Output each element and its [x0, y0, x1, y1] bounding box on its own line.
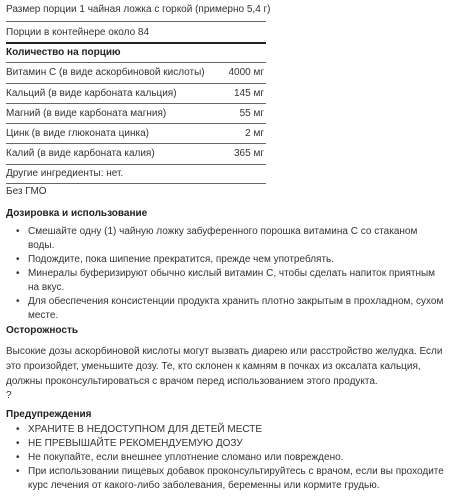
bullet-icon: • — [16, 268, 20, 279]
list-item: • Для обеспечения консистенции продукта хранить плотно закрытым в прохладном, сухом месте. — [16, 296, 444, 321]
caution-heading: Осторожность — [6, 325, 79, 336]
nutrient-row — [6, 108, 264, 122]
nutrient-amount: 145 мг — [234, 88, 264, 99]
nutrient-row — [6, 67, 264, 81]
divider — [6, 103, 266, 104]
dosage-list — [6, 225, 446, 323]
list-item: • НЕ ПРЕВЫШАЙТЕ РЕКОМЕНДУЕМУЮ ДОЗУ — [16, 438, 243, 449]
bullet-icon: • — [16, 254, 20, 265]
nutrient-amount: 2 мг — [245, 128, 264, 139]
divider — [6, 123, 266, 124]
divider — [6, 143, 266, 144]
divider — [6, 83, 266, 84]
bullet-icon: • — [16, 452, 20, 463]
list-item: • Не покупайте, если внешнее уплотнение сломано или повреждено. — [16, 452, 344, 463]
nutrient-amount: 4000 мг — [228, 67, 264, 78]
list-item: • ХРАНИТЕ В НЕДОСТУПНОМ ДЛЯ ДЕТЕЙ МЕСТЕ — [16, 424, 263, 435]
bullet-icon: • — [16, 226, 20, 237]
nutrient-row — [6, 128, 264, 142]
bullet-icon: • — [16, 466, 20, 477]
servings-per-container: Порции в контейнере около 84 — [6, 27, 150, 38]
dosage-heading: Дозировка и использование — [6, 208, 148, 219]
nutrient-name: Магний (в виде карбоната магния) — [6, 108, 167, 119]
other-ingredients: Другие ингредиенты: нет. — [6, 168, 124, 179]
gmo-label: Без ГМО — [6, 186, 47, 197]
list-item: • При использовании пищевых добавок проконсультируйтесь с врачом, если вы проходите курс лечения от какого-либо заболевания, беременны или кормите грудью. — [16, 466, 444, 491]
nutrient-row — [6, 148, 264, 162]
list-item: • Смешайте одну (1) чайную ложку забуференного порошка витамина С со стаканом воды. — [16, 226, 418, 251]
table-header: Количество на порцию — [6, 47, 121, 58]
divider-thick — [6, 42, 266, 44]
nutrient-name: Витамин C (в виде аскорбиновой кислоты) — [6, 67, 205, 78]
nutrient-name: Калий (в виде карбоната калия) — [6, 148, 155, 159]
nutrient-amount: 365 мг — [234, 148, 264, 159]
divider — [6, 62, 266, 63]
bullet-icon: • — [16, 438, 20, 449]
nutrient-name: Цинк (в виде глюконата цинка) — [6, 128, 149, 139]
warnings-heading: Предупреждения — [6, 409, 92, 420]
nutrient-name: Кальций (в виде карбоната кальция) — [6, 88, 177, 99]
caution-text: Высокие дозы аскорбиновой кислоты могут вызвать диарею или расстройство желудка. Если это произойдет, уменьшите дозу. Те, кто склонен к камням в почках из оксалата кальция, должны проконсультироваться с врачом перед использованием этого продукта. — [6, 346, 443, 387]
divider — [6, 183, 266, 184]
bullet-icon: • — [16, 296, 20, 307]
serving-size: Размер порции 1 чайная ложка с горкой (примерно 5,4 г) — [6, 4, 271, 15]
list-item: • Минералы буферизируют обычно кислый витамин С, чтобы сделать напиток приятным на вкус. — [16, 268, 436, 293]
nutrient-row — [6, 88, 264, 102]
bullet-icon: • — [16, 424, 20, 435]
divider — [6, 164, 266, 165]
list-item: • Подождите, пока шипение прекратится, прежде чем употреблять. — [16, 254, 335, 265]
warnings-list — [6, 423, 446, 493]
divider — [6, 21, 266, 22]
nutrient-amount: 55 мг — [239, 108, 264, 119]
caution-extra: ? — [6, 390, 12, 401]
